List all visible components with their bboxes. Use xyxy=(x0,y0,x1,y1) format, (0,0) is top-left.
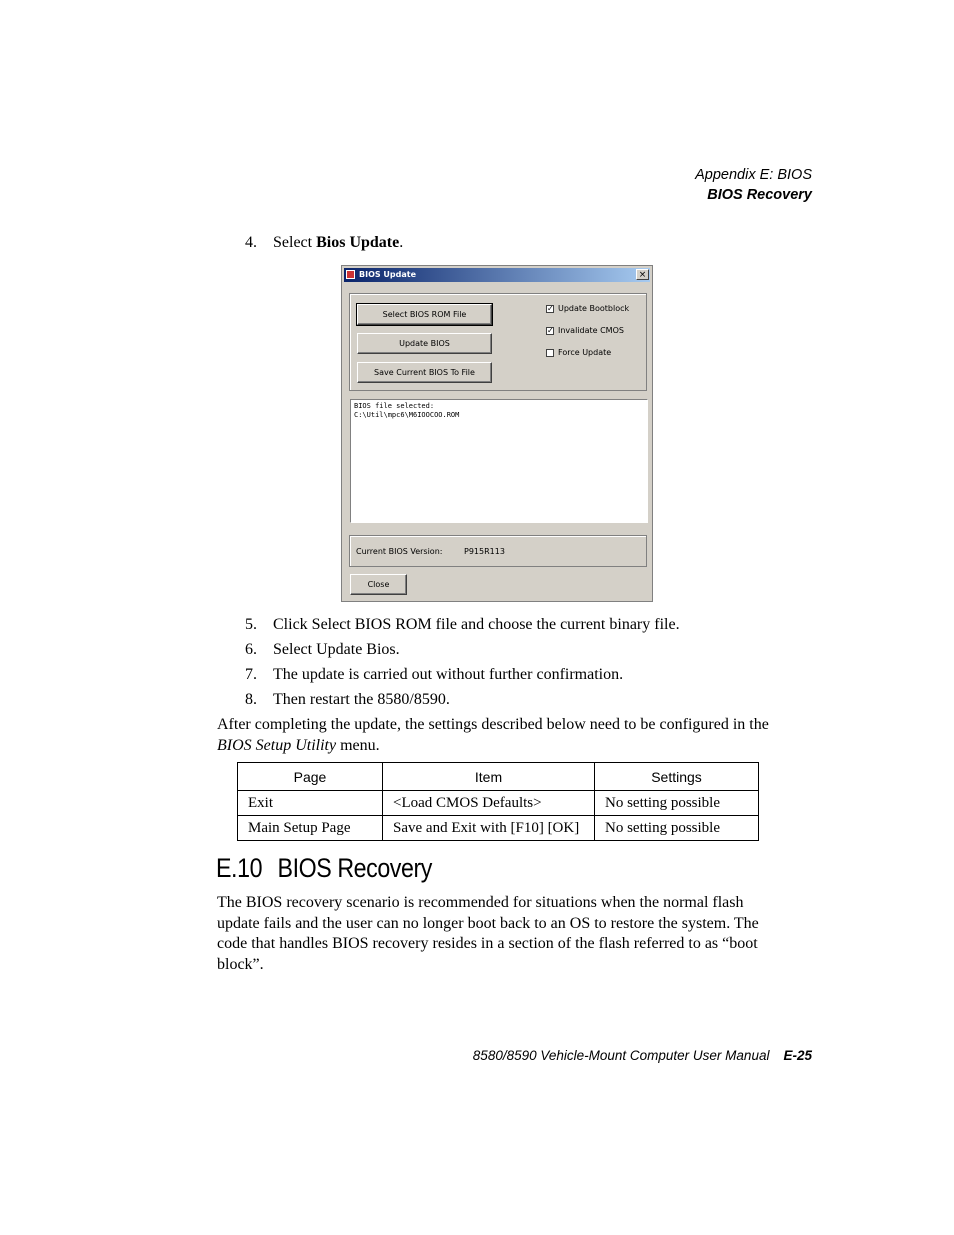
close-button[interactable]: Close xyxy=(350,574,407,595)
table-cell: No setting possible xyxy=(595,791,759,816)
step-suffix: . xyxy=(399,234,404,251)
step-text: Select Update Bios. xyxy=(273,641,400,658)
update-bootblock-checkbox[interactable] xyxy=(546,304,629,313)
step-text: Click Select BIOS ROM file and choose the current binary file. xyxy=(273,616,680,633)
current-version-label: Current BIOS Version: xyxy=(356,547,443,556)
recovery-paragraph: The BIOS recovery scenario is recommended for situations when the normal flash update fails and the user can no longer boot back to an OS to restore the system. The code that handles BIOS recovery resides in a section of the flash referred to as “boot block”. xyxy=(217,894,759,973)
checkbox-box[interactable]: ✓ xyxy=(547,325,554,335)
step-4 xyxy=(245,233,403,253)
step-8 xyxy=(245,690,450,710)
table-row xyxy=(238,791,759,816)
step-number: 8. xyxy=(245,691,257,708)
settings-table xyxy=(237,762,759,841)
running-header-appendix: Appendix E: BIOS xyxy=(695,167,812,183)
update-bios-button[interactable]: Update BIOS xyxy=(357,333,492,354)
app-icon xyxy=(346,270,355,279)
checkbox-label: Force Update xyxy=(558,348,612,357)
step-number: 6. xyxy=(245,641,257,658)
footer-title: 8580/8590 Vehicle-Mount Computer User Manual xyxy=(472,1048,770,1063)
save-current-bios-button[interactable]: Save Current BIOS To File xyxy=(357,362,492,383)
paragraph-text-end: menu. xyxy=(336,736,380,754)
column-header-item: Item xyxy=(383,763,595,791)
table-cell: Save and Exit with [F10] [OK] xyxy=(383,816,595,841)
invalidate-cmos-checkbox[interactable] xyxy=(546,326,624,335)
step-number: 4. xyxy=(245,234,257,251)
current-version-value: P915R113 xyxy=(464,547,505,556)
page-number: E-25 xyxy=(783,1048,812,1063)
select-bios-rom-file-button[interactable]: Select BIOS ROM File xyxy=(357,304,492,325)
step-7 xyxy=(245,665,623,685)
after-update-paragraph xyxy=(217,715,782,756)
table-cell: <Load CMOS Defaults> xyxy=(383,791,595,816)
section-title: BIOS Recovery xyxy=(277,853,432,883)
table-cell: Main Setup Page xyxy=(238,816,383,841)
page-footer xyxy=(473,1048,812,1063)
force-update-checkbox[interactable] xyxy=(546,348,611,357)
table-row xyxy=(238,816,759,841)
bios-log-output[interactable] xyxy=(350,399,648,523)
window-titlebar xyxy=(344,268,650,282)
column-header-settings: Settings xyxy=(595,763,759,791)
step-emphasis: Bios Update xyxy=(316,234,400,251)
window-title: BIOS Update xyxy=(359,270,417,279)
running-header-section: BIOS Recovery xyxy=(707,187,812,203)
step-6 xyxy=(245,640,400,660)
close-icon[interactable]: × xyxy=(636,269,649,280)
log-line: BIOS file selected: xyxy=(354,402,435,410)
checkbox-label: Update Bootblock xyxy=(558,304,630,313)
paragraph-text: After completing the update, the settings described below need to be configured in the xyxy=(217,716,769,733)
step-text: Then restart the 8580/8590. xyxy=(273,691,450,708)
step-text: The update is carried out without further confirmation. xyxy=(273,666,624,683)
checkbox-label: Invalidate CMOS xyxy=(558,326,624,335)
step-number: 5. xyxy=(245,616,257,633)
table-cell: Exit xyxy=(238,791,383,816)
checkbox-box[interactable]: ✓ xyxy=(547,303,554,313)
step-5 xyxy=(245,615,680,635)
table-cell: No setting possible xyxy=(595,816,759,841)
version-group xyxy=(349,535,647,567)
checkbox-box[interactable] xyxy=(546,349,554,357)
table-header-row xyxy=(238,763,759,791)
column-header-page: Page xyxy=(238,763,383,791)
step-number: 7. xyxy=(245,666,257,683)
log-line: C:\Util\mpc6\M6IOOCOO.ROM xyxy=(354,411,460,419)
step-text: Select xyxy=(273,234,317,251)
paragraph-emphasis: BIOS Setup Utility xyxy=(217,736,337,754)
section-heading xyxy=(216,853,432,884)
bios-update-window xyxy=(341,265,653,602)
section-number: E.10 xyxy=(216,853,263,883)
